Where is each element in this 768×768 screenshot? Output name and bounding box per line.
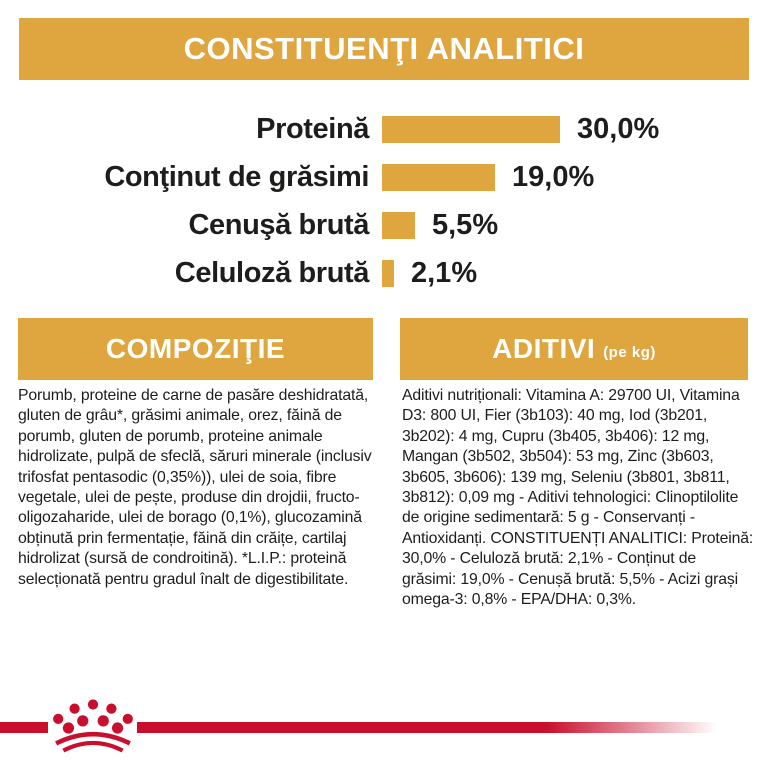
nutrition-bar-chart — [0, 105, 768, 297]
chart-category-label: Cenuşă brută — [188, 208, 369, 241]
chart-category-label: Proteină — [256, 112, 369, 145]
chart-bar — [382, 260, 394, 287]
additives-body-text: Aditivi nutriționali: Vitamina A: 29700 UI, Vitamina D3: 800 UI, Fier (3b103): 40 mg, Iod (3b201, 3b202): 4 mg, Cupru (3b405, 3b406): 12 mg, Mangan (3b502, 3b504): 53 mg, Zinc (3b603, 3b605, 3b606): 139 mg, Seleniu (3b801, 3b811, 3b812): 0,09 mg - Aditivi tehnologici: Clinoptilolite de origine sedimentară: 5 g - Conservanți - Antioxidanți. CONSTITUENȚI ANALITICI: Proteină: 30,0% - Celuloză brută: 2,1% - Conținut de grăsimi: 19,0% - Cenușă brută: 5,5% - Acizi grași omega-3: 0,8% - EPA/DHA: 0,3%. — [402, 387, 754, 609]
chart-row — [0, 249, 768, 297]
chart-value-label: 19,0% — [512, 160, 595, 193]
chart-row — [0, 153, 768, 201]
chart-row — [0, 201, 768, 249]
chart-bar — [382, 212, 415, 239]
additives-banner — [400, 318, 748, 380]
chart-bar — [382, 164, 495, 191]
composition-body-text: Porumb, proteine de carne de pasăre deshidratată, gluten de grâu*, grăsimi animale, orez, făină de porumb, gluten de porumb, proteine animale hidrolizate, pulpă de sfeclă, săruri minerale (inclusiv trifosfat pentasodic (0,35%)), ulei de soia, fibre vegetale, ulei de pește, produse din drojdii, fructo-oligozaharide, ulei de borago (0,1%), glucozamină obținută prin fermentație, făină din crăițe, cartilaj hidrolizat (sursă de condroitină). *L.I.P.: proteină selecționată pentru gradul înalt de digestibilitate. — [18, 387, 372, 588]
composition-banner — [18, 318, 373, 380]
chart-category-label: Celuloză brută — [174, 256, 369, 289]
additives-title: ADITIVI — [492, 333, 596, 364]
analytical-constituents-banner — [19, 18, 749, 80]
chart-row — [0, 105, 768, 153]
chart-bar — [382, 116, 560, 143]
footer — [0, 690, 768, 768]
composition-title: COMPOZIŢIE — [105, 333, 286, 364]
page-title: CONSTITUENŢI ANALITICI — [183, 31, 585, 66]
royal-canin-crown-icon — [49, 696, 137, 756]
red-divider-left — [0, 722, 48, 733]
chart-value-label: 5,5% — [432, 208, 499, 241]
additives-title-suffix: (pe kg) — [603, 343, 656, 361]
chart-value-label: 2,1% — [411, 256, 478, 289]
red-divider-right — [137, 722, 768, 733]
chart-value-label: 30,0% — [577, 112, 660, 145]
chart-category-label: Conţinut de grăsimi — [104, 160, 369, 193]
